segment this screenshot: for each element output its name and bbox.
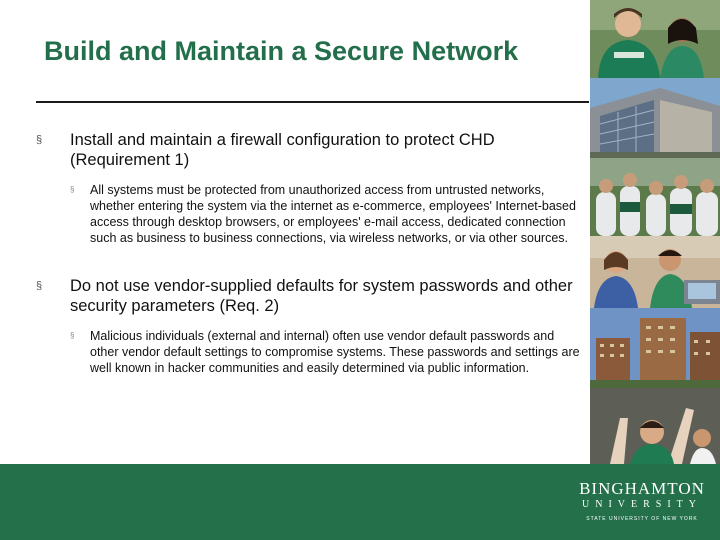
bullet-marker: § — [36, 134, 43, 146]
logo-subtitle: STATE UNIVERSITY OF NEW YORK — [586, 516, 698, 522]
university-logo — [574, 480, 710, 524]
bullet-firewall — [36, 130, 586, 170]
bullet-marker: § — [36, 280, 43, 292]
photo-building — [590, 78, 720, 158]
bullet-firewall-text: Install and maintain a firewall configuration to protect CHD (Requirement 1) — [70, 131, 495, 169]
bullet-vendor-defaults-text: Do not use vendor-supplied defaults for system passwords and other security parameters (Req. 2) — [70, 277, 573, 315]
sub-bullet-untrusted-access — [36, 182, 586, 246]
photo-sports-team — [590, 158, 720, 236]
bullet-vendor-defaults — [36, 276, 586, 316]
photo-students — [590, 0, 720, 78]
sub-bullet-default-passwords — [36, 328, 586, 376]
footer-band — [0, 464, 720, 540]
photo-cheering-fans — [590, 388, 720, 464]
photo-collage — [590, 0, 720, 464]
title-underline — [36, 101, 589, 103]
bullet-list — [36, 130, 586, 376]
logo-wordmark: BINGHAMTON — [579, 479, 705, 498]
photo-dorm-towers — [590, 308, 720, 388]
sub-bullet-default-passwords-text: Malicious individuals (external and internal) often use vendor default passwords and other vendor default settings to compromise systems. These passwords and settings are well known in hacker communities and easily determined via public information. — [90, 329, 580, 375]
logo-university: UNIVERSITY — [582, 499, 702, 510]
sub-bullet-marker: § — [70, 331, 75, 340]
sub-bullet-marker: § — [70, 185, 75, 194]
photo-students-laptop — [590, 236, 720, 308]
sub-bullet-untrusted-access-text: All systems must be protected from unauthorized access from untrusted networks, whether entering the system via the internet as e-commerce, employees' Internet-based access through desktop browsers, or employees' e-mail access, dedicated connection such as business to business connections, via wireless networks, or via other sources. — [90, 183, 576, 245]
slide-title: Build and Maintain a Secure Network — [44, 36, 519, 66]
